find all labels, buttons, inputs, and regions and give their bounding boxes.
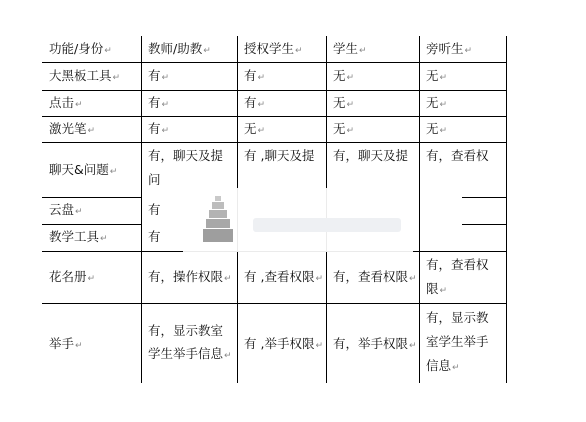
table-cell: 有 ,举手权限↵ bbox=[244, 336, 323, 351]
table-cell: 有，显示教 bbox=[426, 310, 489, 325]
table-rule bbox=[42, 116, 507, 117]
table-cell: 有 ,查看权限↵ bbox=[244, 269, 323, 284]
table-rule bbox=[42, 303, 507, 304]
table-cell: 有，显示教室 bbox=[148, 323, 224, 338]
table-cell: 有↵ bbox=[244, 95, 266, 110]
table-cell: 有↵ bbox=[148, 95, 170, 110]
table-rule bbox=[506, 36, 507, 383]
table-cell: 点击↵ bbox=[49, 95, 83, 110]
table-rule bbox=[42, 90, 507, 91]
table-cell-continuation: 信息↵ bbox=[426, 358, 460, 373]
table-cell: 无↵ bbox=[426, 95, 448, 110]
table-cell: 有，查看权限↵ bbox=[333, 269, 417, 284]
table-cell: 有↵ bbox=[244, 68, 266, 83]
header-cell: 旁听生↵ bbox=[426, 41, 473, 56]
table-cell: 聊天&问题↵ bbox=[49, 162, 118, 177]
table-rule bbox=[42, 62, 507, 63]
table-cell-continuation: 有 bbox=[148, 202, 161, 217]
table-cell: 无↵ bbox=[244, 121, 266, 136]
table-rule bbox=[462, 197, 507, 198]
table-cell: 无↵ bbox=[333, 68, 355, 83]
table-cell-continuation: 室学生举手 bbox=[426, 334, 489, 349]
table-cell: 激光笔↵ bbox=[49, 121, 96, 136]
table-cell: 有 ,聊天及提 bbox=[244, 148, 315, 163]
table-cell: 无↵ bbox=[426, 121, 448, 136]
table-cell: 大黑板工具↵ bbox=[49, 68, 121, 83]
header-cell: 教师/助教↵ bbox=[148, 41, 211, 56]
table-cell-continuation: 限↵ bbox=[426, 281, 448, 296]
table-rule bbox=[42, 224, 142, 225]
table-cell-continuation: 有 bbox=[148, 229, 161, 244]
table-cell: 无↵ bbox=[333, 121, 355, 136]
table-rule bbox=[141, 36, 142, 383]
table-cell-continuation: 学生举手信息↵ bbox=[148, 346, 232, 361]
table-cell: 有，举手权限↵ bbox=[333, 336, 417, 351]
table-rule bbox=[42, 197, 142, 198]
watermark-logo bbox=[183, 188, 413, 252]
header-cell: 授权学生↵ bbox=[244, 41, 303, 56]
table-rule bbox=[42, 142, 507, 143]
table-cell-continuation: 问 bbox=[148, 172, 161, 187]
table-cell: 云盘↵ bbox=[49, 202, 83, 217]
table-cell: 花名册↵ bbox=[49, 269, 96, 284]
table-cell: 无↵ bbox=[333, 95, 355, 110]
table-cell: 有，聊天及提 bbox=[148, 148, 224, 163]
table-cell: 教学工具↵ bbox=[49, 229, 108, 244]
table-cell: 有，操作权限↵ bbox=[148, 269, 232, 284]
table-cell: 有，聊天及提 bbox=[333, 148, 409, 163]
table-cell: 无↵ bbox=[426, 68, 448, 83]
table-rule bbox=[419, 36, 420, 383]
table-rule bbox=[462, 224, 507, 225]
header-cell: 学生↵ bbox=[333, 41, 367, 56]
table-cell: 有，查看权 bbox=[426, 257, 489, 272]
table-cell: 有↵ bbox=[148, 121, 170, 136]
header-cell: 功能/身份↵ bbox=[49, 41, 112, 56]
table-cell: 举手↵ bbox=[49, 336, 83, 351]
table-cell: 有↵ bbox=[148, 68, 170, 83]
table-cell: 有，查看权 bbox=[426, 148, 489, 163]
